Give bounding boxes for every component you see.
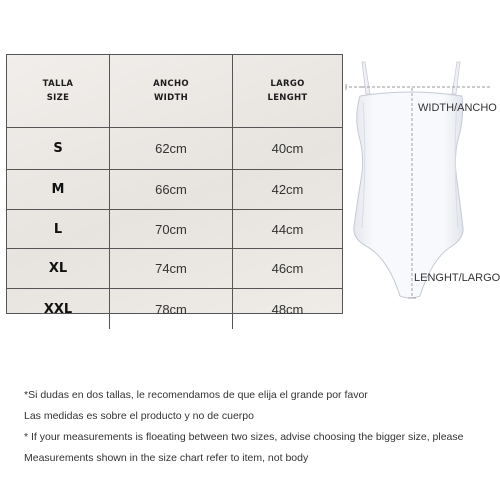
- row-l-size: L: [7, 210, 110, 249]
- row-xl-length: 46cm: [233, 249, 342, 289]
- row-s-size: S: [7, 128, 110, 170]
- size-chart-table: [6, 54, 343, 317]
- swimsuit-body: [354, 92, 463, 298]
- header-width: ANCHO WIDTH: [110, 55, 233, 128]
- note-english-advice: * If your measurements is floeating between two sizes, advise choosing the bigger size, please: [24, 431, 464, 443]
- row-l-width: 70cm: [110, 210, 233, 249]
- row-m-size: M: [7, 170, 110, 210]
- swimsuit-illustration: [340, 58, 500, 308]
- swimsuit-diagram: [340, 58, 500, 308]
- row-xl-size: XL: [7, 249, 110, 289]
- header-size: TALLA SIZE: [7, 55, 110, 128]
- row-xxl-length: 48cm: [271, 301, 304, 317]
- length-label: LENGHT/LARGO: [414, 272, 500, 284]
- width-label: WIDTH/ANCHO: [418, 102, 497, 114]
- row-m-width: 66cm: [110, 170, 233, 210]
- row-l-length: 44cm: [233, 210, 342, 249]
- row-m-length: 42cm: [233, 170, 342, 210]
- size-chart-grid: [7, 55, 342, 317]
- note-spanish-measures: Las medidas es sobre el producto y no de cuerpo: [24, 410, 254, 422]
- size-notes: [24, 386, 494, 470]
- note-spanish-advice: *Si dudas en dos tallas, le recomendamos de que elija el grande por favor: [24, 389, 368, 401]
- row-s-width: 62cm: [110, 128, 233, 170]
- row-xxl-size: XXL: [7, 289, 110, 329]
- row-s-length: 40cm: [233, 128, 342, 170]
- row-xxl-width: 78cm: [110, 289, 233, 329]
- row-xl-width: 74cm: [110, 249, 233, 289]
- note-english-measures: Measurements shown in the size chart refer to item, not body: [24, 452, 309, 464]
- header-length: LARGO LENGHT: [233, 55, 342, 128]
